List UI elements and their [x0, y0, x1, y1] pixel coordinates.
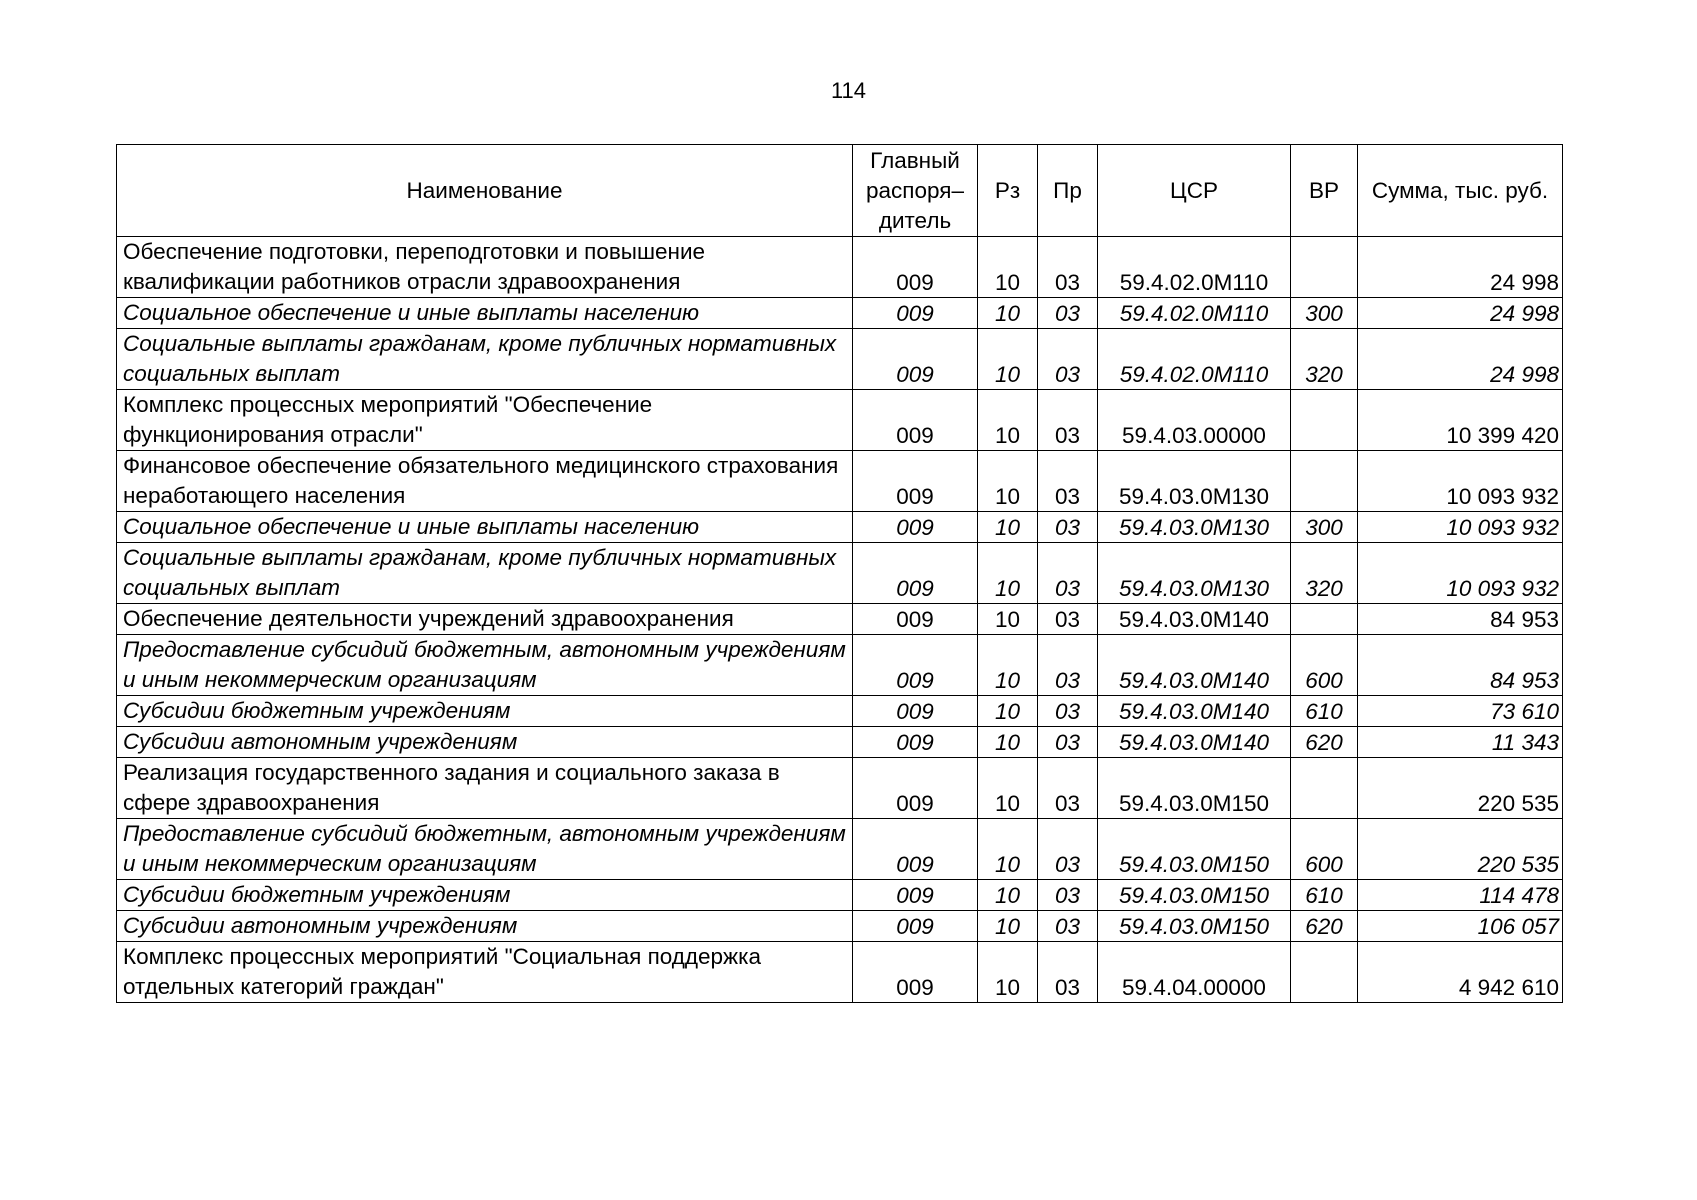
- table-row: [117, 819, 1563, 880]
- cell-sum: 220 535: [1358, 758, 1563, 819]
- cell-name: Социальное обеспечение и иные выплаты населению: [117, 298, 853, 329]
- cell-pr: 03: [1038, 727, 1098, 758]
- cell-csr: 59.4.02.0М110: [1098, 237, 1291, 298]
- cell-sum: 4 942 610: [1358, 942, 1563, 1003]
- cell-vr: [1291, 390, 1358, 451]
- cell-sum: 24 998: [1358, 329, 1563, 390]
- cell-name: Реализация государственного задания и социального заказа в сфере здравоохранения: [117, 758, 853, 819]
- cell-pr: 03: [1038, 237, 1098, 298]
- cell-name: Финансовое обеспечение обязательного медицинского страхования неработающего населения: [117, 451, 853, 512]
- cell-grbs: 009: [853, 880, 978, 911]
- cell-grbs: 009: [853, 543, 978, 604]
- cell-rz: 10: [978, 298, 1038, 329]
- cell-name: Социальное обеспечение и иные выплаты населению: [117, 512, 853, 543]
- cell-name: Субсидии бюджетным учреждениям: [117, 880, 853, 911]
- header-pr: Пр: [1038, 145, 1098, 237]
- cell-sum: 24 998: [1358, 237, 1563, 298]
- table-row: [117, 329, 1563, 390]
- cell-csr: 59.4.03.0М140: [1098, 727, 1291, 758]
- table-row: [117, 543, 1563, 604]
- cell-grbs: 009: [853, 237, 978, 298]
- cell-csr: 59.4.03.00000: [1098, 390, 1291, 451]
- cell-sum: 114 478: [1358, 880, 1563, 911]
- cell-name: Субсидии автономным учреждениям: [117, 911, 853, 942]
- table-row: [117, 512, 1563, 543]
- cell-rz: 10: [978, 880, 1038, 911]
- header-rz: Рз: [978, 145, 1038, 237]
- table-row: [117, 298, 1563, 329]
- header-csr: ЦСР: [1098, 145, 1291, 237]
- cell-vr: 610: [1291, 880, 1358, 911]
- cell-vr: 620: [1291, 911, 1358, 942]
- cell-vr: [1291, 451, 1358, 512]
- cell-grbs: 009: [853, 390, 978, 451]
- cell-vr: 600: [1291, 819, 1358, 880]
- cell-pr: 03: [1038, 451, 1098, 512]
- cell-csr: 59.4.03.0М140: [1098, 635, 1291, 696]
- cell-vr: 600: [1291, 635, 1358, 696]
- cell-rz: 10: [978, 727, 1038, 758]
- cell-rz: 10: [978, 942, 1038, 1003]
- cell-csr: 59.4.04.00000: [1098, 942, 1291, 1003]
- cell-grbs: 009: [853, 298, 978, 329]
- cell-rz: 10: [978, 543, 1038, 604]
- table-row: [117, 451, 1563, 512]
- cell-sum: 73 610: [1358, 696, 1563, 727]
- cell-name: Комплекс процессных мероприятий "Социальная поддержка отдельных категорий граждан": [117, 942, 853, 1003]
- cell-sum: 11 343: [1358, 727, 1563, 758]
- cell-pr: 03: [1038, 911, 1098, 942]
- cell-name: Обеспечение деятельности учреждений здравоохранения: [117, 604, 853, 635]
- cell-pr: 03: [1038, 543, 1098, 604]
- cell-grbs: 009: [853, 819, 978, 880]
- table-row: [117, 942, 1563, 1003]
- cell-rz: 10: [978, 696, 1038, 727]
- budget-table: [116, 144, 1563, 1003]
- cell-rz: 10: [978, 237, 1038, 298]
- cell-rz: 10: [978, 758, 1038, 819]
- cell-csr: 59.4.03.0М150: [1098, 758, 1291, 819]
- cell-vr: 320: [1291, 543, 1358, 604]
- cell-grbs: 009: [853, 451, 978, 512]
- cell-csr: 59.4.02.0М110: [1098, 298, 1291, 329]
- cell-rz: 10: [978, 390, 1038, 451]
- cell-csr: 59.4.03.0М150: [1098, 819, 1291, 880]
- cell-rz: 10: [978, 512, 1038, 543]
- cell-vr: [1291, 942, 1358, 1003]
- header-name: Наименование: [117, 145, 853, 237]
- cell-name: Социальные выплаты гражданам, кроме публичных нормативных социальных выплат: [117, 543, 853, 604]
- cell-name: Комплекс процессных мероприятий "Обеспечение функционирования отрасли": [117, 390, 853, 451]
- cell-csr: 59.4.03.0М140: [1098, 604, 1291, 635]
- cell-pr: 03: [1038, 696, 1098, 727]
- cell-csr: 59.4.03.0М130: [1098, 451, 1291, 512]
- cell-sum: 220 535: [1358, 819, 1563, 880]
- cell-grbs: 009: [853, 635, 978, 696]
- cell-vr: [1291, 604, 1358, 635]
- cell-pr: 03: [1038, 635, 1098, 696]
- cell-pr: 03: [1038, 329, 1098, 390]
- cell-rz: 10: [978, 604, 1038, 635]
- cell-pr: 03: [1038, 819, 1098, 880]
- cell-sum: 84 953: [1358, 635, 1563, 696]
- cell-pr: 03: [1038, 880, 1098, 911]
- cell-name: Обеспечение подготовки, переподготовки и повышение квалификации работников отрасли здравоохранения: [117, 237, 853, 298]
- cell-sum: 84 953: [1358, 604, 1563, 635]
- cell-csr: 59.4.03.0М150: [1098, 911, 1291, 942]
- cell-sum: 10 399 420: [1358, 390, 1563, 451]
- cell-pr: 03: [1038, 942, 1098, 1003]
- cell-grbs: 009: [853, 329, 978, 390]
- cell-csr: 59.4.03.0М130: [1098, 543, 1291, 604]
- cell-grbs: 009: [853, 727, 978, 758]
- cell-grbs: 009: [853, 696, 978, 727]
- table-row: [117, 758, 1563, 819]
- cell-grbs: 009: [853, 604, 978, 635]
- header-sum: Сумма, тыс. руб.: [1358, 145, 1563, 237]
- cell-name: Предоставление субсидий бюджетным, автономным учреждениям и иным некоммерческим организациям: [117, 635, 853, 696]
- cell-sum: 106 057: [1358, 911, 1563, 942]
- table-row: [117, 237, 1563, 298]
- cell-pr: 03: [1038, 390, 1098, 451]
- cell-sum: 10 093 932: [1358, 451, 1563, 512]
- cell-vr: [1291, 237, 1358, 298]
- cell-csr: 59.4.03.0М150: [1098, 880, 1291, 911]
- cell-rz: 10: [978, 819, 1038, 880]
- table-header-row: [117, 145, 1563, 237]
- cell-grbs: 009: [853, 512, 978, 543]
- cell-pr: 03: [1038, 512, 1098, 543]
- cell-name: Социальные выплаты гражданам, кроме публичных нормативных социальных выплат: [117, 329, 853, 390]
- cell-vr: 610: [1291, 696, 1358, 727]
- cell-name: Предоставление субсидий бюджетным, автономным учреждениям и иным некоммерческим организациям: [117, 819, 853, 880]
- cell-grbs: 009: [853, 911, 978, 942]
- cell-vr: 300: [1291, 512, 1358, 543]
- cell-sum: 10 093 932: [1358, 543, 1563, 604]
- cell-vr: 620: [1291, 727, 1358, 758]
- cell-pr: 03: [1038, 758, 1098, 819]
- table-row: [117, 696, 1563, 727]
- cell-pr: 03: [1038, 298, 1098, 329]
- table-row: [117, 635, 1563, 696]
- cell-sum: 10 093 932: [1358, 512, 1563, 543]
- cell-name: Субсидии автономным учреждениям: [117, 727, 853, 758]
- cell-grbs: 009: [853, 758, 978, 819]
- table-row: [117, 880, 1563, 911]
- header-grbs: Главный распоря– дитель: [853, 145, 978, 237]
- cell-rz: 10: [978, 451, 1038, 512]
- header-vr: ВР: [1291, 145, 1358, 237]
- cell-sum: 24 998: [1358, 298, 1563, 329]
- cell-csr: 59.4.03.0М130: [1098, 512, 1291, 543]
- cell-rz: 10: [978, 329, 1038, 390]
- cell-grbs: 009: [853, 942, 978, 1003]
- cell-csr: 59.4.03.0М140: [1098, 696, 1291, 727]
- table-row: [117, 604, 1563, 635]
- table-row: [117, 911, 1563, 942]
- cell-csr: 59.4.02.0М110: [1098, 329, 1291, 390]
- page-number: 114: [830, 78, 867, 103]
- table-row: [117, 727, 1563, 758]
- cell-vr: [1291, 758, 1358, 819]
- cell-rz: 10: [978, 911, 1038, 942]
- cell-rz: 10: [978, 635, 1038, 696]
- cell-name: Субсидии бюджетным учреждениям: [117, 696, 853, 727]
- table-row: [117, 390, 1563, 451]
- cell-vr: 320: [1291, 329, 1358, 390]
- cell-pr: 03: [1038, 604, 1098, 635]
- cell-vr: 300: [1291, 298, 1358, 329]
